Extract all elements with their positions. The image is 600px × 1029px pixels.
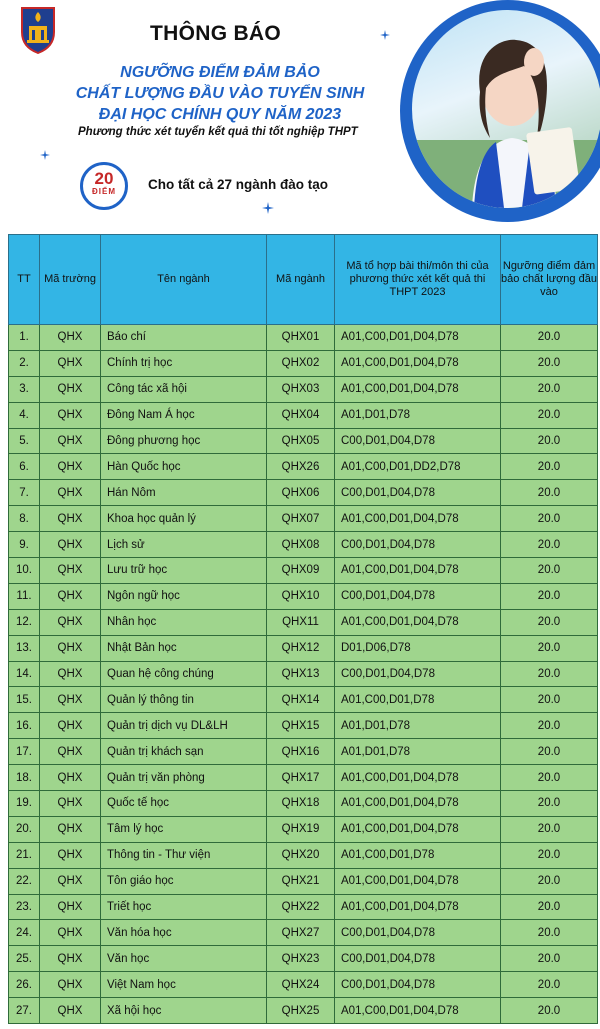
major-name: Thông tin - Thư viện xyxy=(101,842,267,868)
major-code: QHX02 xyxy=(267,350,335,376)
school-code: QHX xyxy=(40,325,101,351)
row-number: 8. xyxy=(9,506,40,532)
major-name: Nhật Bản học xyxy=(101,635,267,661)
threshold-score: 20.0 xyxy=(501,765,598,791)
row-number: 6. xyxy=(9,454,40,480)
student-illustration xyxy=(412,10,600,208)
table-row xyxy=(9,428,598,454)
col-header-combo: Mã tổ hợp bài thi/môn thi của phương thức xét kết quả thi THPT 2023 xyxy=(335,235,501,325)
col-header-major-name: Tên ngành xyxy=(101,235,267,325)
subject-combination: A01,D01,D78 xyxy=(335,402,501,428)
threshold-score: 20.0 xyxy=(501,920,598,946)
table-row xyxy=(9,894,598,920)
threshold-score: 20.0 xyxy=(501,816,598,842)
student-photo xyxy=(412,10,600,208)
sparkle-icon xyxy=(40,150,50,160)
threshold-score: 20.0 xyxy=(501,998,598,1024)
col-header-school: Mã trường xyxy=(40,235,101,325)
major-code: QHX26 xyxy=(267,454,335,480)
school-code: QHX xyxy=(40,946,101,972)
row-number: 12. xyxy=(9,609,40,635)
threshold-score: 20.0 xyxy=(501,480,598,506)
table-row xyxy=(9,376,598,402)
col-header-major-code: Mã ngành xyxy=(267,235,335,325)
major-name: Ngôn ngữ học xyxy=(101,583,267,609)
school-code: QHX xyxy=(40,998,101,1024)
major-code: QHX24 xyxy=(267,972,335,998)
row-number: 27. xyxy=(9,998,40,1024)
threshold-score: 20.0 xyxy=(501,842,598,868)
school-code: QHX xyxy=(40,506,101,532)
admission-method: Phương thức xét tuyển kết quả thi tốt nghiệp THPT xyxy=(78,126,358,138)
major-code: QHX20 xyxy=(267,842,335,868)
subject-combination: A01,C00,D01,D04,D78 xyxy=(335,791,501,817)
major-name: Lưu trữ học xyxy=(101,558,267,584)
subject-combination: A01,C00,D01,D04,D78 xyxy=(335,376,501,402)
threshold-score: 20.0 xyxy=(501,506,598,532)
threshold-score: 20.0 xyxy=(501,609,598,635)
major-code: QHX27 xyxy=(267,920,335,946)
row-number: 18. xyxy=(9,765,40,791)
threshold-score: 20.0 xyxy=(501,376,598,402)
row-number: 5. xyxy=(9,428,40,454)
major-name: Khoa học quản lý xyxy=(101,506,267,532)
major-code: QHX21 xyxy=(267,868,335,894)
subject-combination: C00,D01,D04,D78 xyxy=(335,480,501,506)
subject-combination: A01,D01,D78 xyxy=(335,713,501,739)
badge-number: 20 xyxy=(94,169,114,188)
col-header-threshold: Ngưỡng điểm đảm bảo chất lượng đầu vào xyxy=(501,235,598,325)
row-number: 3. xyxy=(9,376,40,402)
table-row xyxy=(9,868,598,894)
threshold-score: 20.0 xyxy=(501,791,598,817)
major-code: QHX19 xyxy=(267,816,335,842)
subject-combination: C00,D01,D04,D78 xyxy=(335,583,501,609)
major-code: QHX17 xyxy=(267,765,335,791)
major-code: QHX25 xyxy=(267,998,335,1024)
major-name: Tôn giáo học xyxy=(101,868,267,894)
threshold-score: 20.0 xyxy=(501,687,598,713)
table-row xyxy=(9,454,598,480)
row-number: 24. xyxy=(9,920,40,946)
row-number: 2. xyxy=(9,350,40,376)
subject-combination: D01,D06,D78 xyxy=(335,635,501,661)
school-code: QHX xyxy=(40,687,101,713)
threshold-score: 20.0 xyxy=(501,428,598,454)
table-row xyxy=(9,998,598,1024)
major-name: Nhân học xyxy=(101,609,267,635)
subject-combination: A01,C00,D01,D04,D78 xyxy=(335,765,501,791)
row-number: 4. xyxy=(9,402,40,428)
major-name: Văn hóa học xyxy=(101,920,267,946)
row-number: 11. xyxy=(9,583,40,609)
threshold-score: 20.0 xyxy=(501,454,598,480)
major-name: Báo chí xyxy=(101,325,267,351)
subject-combination: C00,D01,D04,D78 xyxy=(335,532,501,558)
table-row xyxy=(9,972,598,998)
row-number: 23. xyxy=(9,894,40,920)
subject-combination: A01,C00,D01,D04,D78 xyxy=(335,609,501,635)
major-code: QHX03 xyxy=(267,376,335,402)
row-number: 14. xyxy=(9,661,40,687)
threshold-score: 20.0 xyxy=(501,713,598,739)
major-name: Đông phương học xyxy=(101,428,267,454)
table-row xyxy=(9,609,598,635)
major-name: Tâm lý học xyxy=(101,816,267,842)
major-code: QHX04 xyxy=(267,402,335,428)
row-number: 1. xyxy=(9,325,40,351)
major-name: Hàn Quốc học xyxy=(101,454,267,480)
row-number: 16. xyxy=(9,713,40,739)
major-code: QHX14 xyxy=(267,687,335,713)
major-name: Văn học xyxy=(101,946,267,972)
major-code: QHX16 xyxy=(267,739,335,765)
major-name: Quản lý thông tin xyxy=(101,687,267,713)
row-number: 9. xyxy=(9,532,40,558)
threshold-score: 20.0 xyxy=(501,325,598,351)
row-number: 13. xyxy=(9,635,40,661)
school-code: QHX xyxy=(40,791,101,817)
table-row xyxy=(9,713,598,739)
school-code: QHX xyxy=(40,920,101,946)
score-badge xyxy=(80,162,128,210)
row-number: 21. xyxy=(9,842,40,868)
threshold-score: 20.0 xyxy=(501,946,598,972)
subject-combination: A01,C00,D01,D04,D78 xyxy=(335,350,501,376)
subject-combination: C00,D01,D04,D78 xyxy=(335,972,501,998)
table-row xyxy=(9,480,598,506)
table-row xyxy=(9,583,598,609)
subject-combination: C00,D01,D04,D78 xyxy=(335,920,501,946)
major-name: Triết học xyxy=(101,894,267,920)
major-code: QHX01 xyxy=(267,325,335,351)
major-name: Công tác xã hội xyxy=(101,376,267,402)
school-code: QHX xyxy=(40,376,101,402)
row-number: 26. xyxy=(9,972,40,998)
major-name: Việt Nam học xyxy=(101,972,267,998)
subject-combination: C00,D01,D04,D78 xyxy=(335,428,501,454)
table-row xyxy=(9,506,598,532)
school-code: QHX xyxy=(40,713,101,739)
subject-combination: C00,D01,D04,D78 xyxy=(335,946,501,972)
table-row xyxy=(9,816,598,842)
school-code: QHX xyxy=(40,635,101,661)
table-row xyxy=(9,325,598,351)
table-row xyxy=(9,687,598,713)
threshold-score: 20.0 xyxy=(501,972,598,998)
threshold-table xyxy=(8,234,598,1024)
threshold-score: 20.0 xyxy=(501,894,598,920)
table-row xyxy=(9,532,598,558)
subject-combination: A01,D01,D78 xyxy=(335,739,501,765)
subject-combination: A01,C00,D01,D04,D78 xyxy=(335,998,501,1024)
table-row xyxy=(9,402,598,428)
threshold-score: 20.0 xyxy=(501,350,598,376)
table-row xyxy=(9,920,598,946)
major-name: Quản trị dịch vụ DL&LH xyxy=(101,713,267,739)
school-code: QHX xyxy=(40,480,101,506)
major-name: Xã hội học xyxy=(101,998,267,1024)
subject-combination: A01,C00,D01,D04,D78 xyxy=(335,506,501,532)
major-name: Quản trị văn phòng xyxy=(101,765,267,791)
subject-combination: C00,D01,D04,D78 xyxy=(335,661,501,687)
major-name: Đông Nam Á học xyxy=(101,402,267,428)
table-row xyxy=(9,739,598,765)
major-code: QHX05 xyxy=(267,428,335,454)
subject-combination: A01,C00,D01,D78 xyxy=(335,687,501,713)
major-code: QHX18 xyxy=(267,791,335,817)
badge-caption: Cho tất cả 27 ngành đào tạo xyxy=(148,177,329,192)
major-code: QHX09 xyxy=(267,558,335,584)
school-code: QHX xyxy=(40,583,101,609)
page-title: THÔNG BÁO xyxy=(150,22,282,45)
sparkle-icon xyxy=(380,30,390,40)
subject-combination: A01,C00,D01,D04,D78 xyxy=(335,868,501,894)
row-number: 17. xyxy=(9,739,40,765)
subject-combination: A01,C00,D01,D78 xyxy=(335,842,501,868)
subject-combination: A01,C00,D01,D04,D78 xyxy=(335,325,501,351)
table-row xyxy=(9,558,598,584)
school-code: QHX xyxy=(40,868,101,894)
school-code: QHX xyxy=(40,842,101,868)
school-code: QHX xyxy=(40,402,101,428)
major-name: Hán Nôm xyxy=(101,480,267,506)
major-name: Quốc tế học xyxy=(101,791,267,817)
table-header-row xyxy=(9,235,598,325)
sparkle-icon xyxy=(262,202,274,214)
major-code: QHX13 xyxy=(267,661,335,687)
announcement-header xyxy=(0,0,600,232)
row-number: 19. xyxy=(9,791,40,817)
threshold-score: 20.0 xyxy=(501,402,598,428)
school-code: QHX xyxy=(40,739,101,765)
major-name: Lịch sử xyxy=(101,532,267,558)
major-name: Chính trị học xyxy=(101,350,267,376)
major-code: QHX11 xyxy=(267,609,335,635)
subtitle-line-1: NGƯỠNG ĐIỂM ĐẢM BẢO xyxy=(120,64,320,81)
university-logo xyxy=(18,4,58,54)
threshold-score: 20.0 xyxy=(501,558,598,584)
school-code: QHX xyxy=(40,609,101,635)
col-header-tt: TT xyxy=(9,235,40,325)
row-number: 25. xyxy=(9,946,40,972)
school-code: QHX xyxy=(40,350,101,376)
school-code: QHX xyxy=(40,816,101,842)
threshold-score: 20.0 xyxy=(501,583,598,609)
school-code: QHX xyxy=(40,661,101,687)
school-code: QHX xyxy=(40,894,101,920)
major-code: QHX07 xyxy=(267,506,335,532)
major-code: QHX15 xyxy=(267,713,335,739)
table-row xyxy=(9,842,598,868)
subject-combination: A01,C00,D01,DD2,D78 xyxy=(335,454,501,480)
major-code: QHX06 xyxy=(267,480,335,506)
school-code: QHX xyxy=(40,428,101,454)
table-row xyxy=(9,635,598,661)
table-row xyxy=(9,765,598,791)
badge-unit: ĐIỂM xyxy=(92,187,116,196)
subtitle-line-2: CHẤT LƯỢNG ĐẦU VÀO TUYỂN SINH xyxy=(75,85,365,102)
major-code: QHX23 xyxy=(267,946,335,972)
school-code: QHX xyxy=(40,558,101,584)
row-number: 15. xyxy=(9,687,40,713)
threshold-score: 20.0 xyxy=(501,868,598,894)
row-number: 20. xyxy=(9,816,40,842)
threshold-score: 20.0 xyxy=(501,661,598,687)
school-code: QHX xyxy=(40,532,101,558)
table-row xyxy=(9,946,598,972)
subtitle-line-3: ĐẠI HỌC CHÍNH QUY NĂM 2023 xyxy=(98,106,342,123)
major-code: QHX12 xyxy=(267,635,335,661)
school-code: QHX xyxy=(40,972,101,998)
table-row xyxy=(9,791,598,817)
subject-combination: A01,C00,D01,D04,D78 xyxy=(335,894,501,920)
subject-combination: A01,C00,D01,D04,D78 xyxy=(335,816,501,842)
row-number: 7. xyxy=(9,480,40,506)
row-number: 10. xyxy=(9,558,40,584)
major-name: Quản trị khách sạn xyxy=(101,739,267,765)
subject-combination: A01,C00,D01,D04,D78 xyxy=(335,558,501,584)
row-number: 22. xyxy=(9,868,40,894)
threshold-score: 20.0 xyxy=(501,635,598,661)
table-row xyxy=(9,350,598,376)
major-name: Quan hệ công chúng xyxy=(101,661,267,687)
major-code: QHX10 xyxy=(267,583,335,609)
school-code: QHX xyxy=(40,765,101,791)
school-code: QHX xyxy=(40,454,101,480)
threshold-score: 20.0 xyxy=(501,532,598,558)
major-code: QHX08 xyxy=(267,532,335,558)
table-row xyxy=(9,661,598,687)
major-code: QHX22 xyxy=(267,894,335,920)
threshold-score: 20.0 xyxy=(501,739,598,765)
